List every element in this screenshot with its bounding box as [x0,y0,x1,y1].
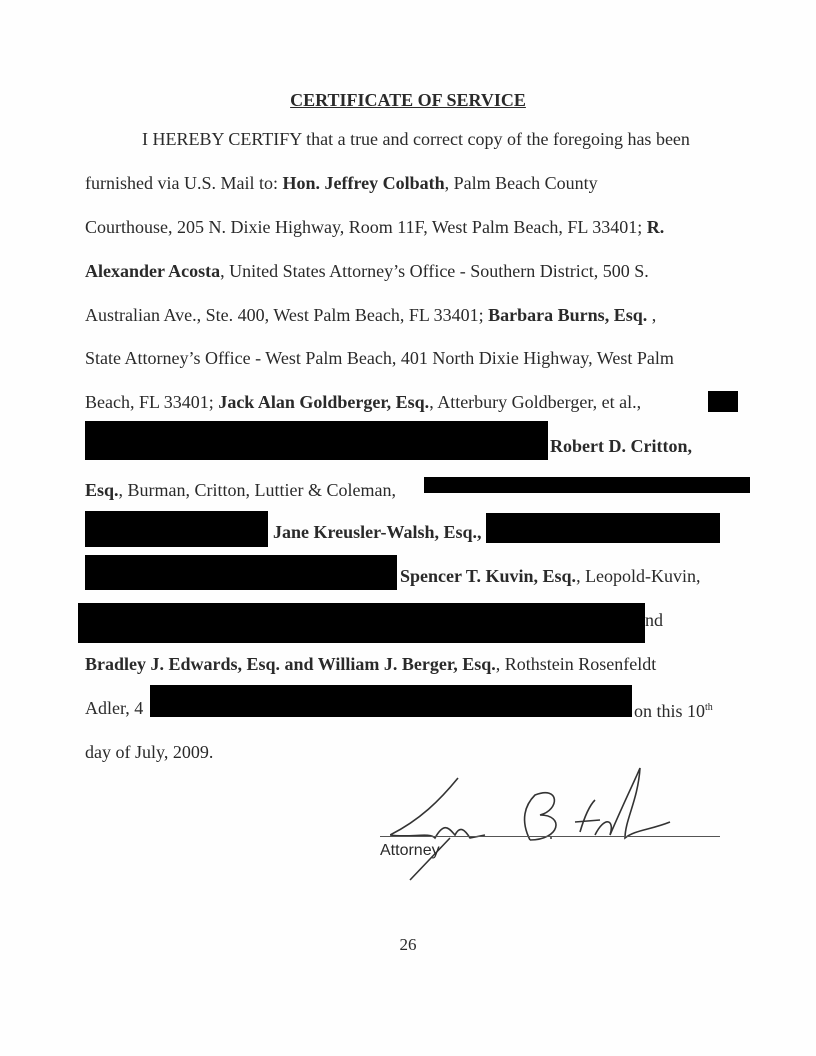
text: , Leopold-Kuvin, [576,566,701,586]
text: Australian Ave., Ste. 400, West Palm Beach, FL 33401; [85,305,489,325]
text-line [550,435,692,457]
text: Courthouse, 205 N. Dixie Highway, Room 11F, West Palm Beach, FL 33401; [85,217,647,237]
text-line [142,128,690,150]
text-line [85,347,674,369]
text-line [85,260,649,282]
recipient-name: Jack Alan Goldberger, Esq. [218,392,430,412]
redaction-box [486,513,720,543]
text: , [647,305,657,325]
text-line [85,172,598,194]
text: I HEREBY CERTIFY that a true and correct copy of the foregoing has been [142,129,690,149]
ordinal-suffix: th [705,702,713,713]
text: nd [645,610,663,630]
text: Adler, 4 [85,698,144,718]
text: furnished via U.S. Mail to: [85,173,283,193]
text: Beach, FL 33401; [85,392,219,412]
recipient-name: Esq. [85,480,119,500]
redaction-box [85,511,268,547]
text-line [85,697,143,719]
text-line [645,609,663,631]
text-line [85,741,213,763]
text-line [85,653,656,675]
text: day of July, 2009. [85,742,214,762]
recipient-name: Spencer T. Kuvin, Esq. [400,566,577,586]
signature-line [380,836,720,837]
page-number: 26 [399,935,417,954]
recipient-name: Robert D. Critton, [550,436,692,456]
text-line [400,565,701,587]
text: State Attorney’s Office - West Palm Beach, 401 North Dixie Highway, West Palm [85,348,674,368]
redaction-box [150,685,632,717]
text-line [85,216,664,238]
text-line [85,304,656,326]
text: , Palm Beach County [444,173,598,193]
redaction-box [85,421,548,460]
text-line [634,697,713,722]
redaction-box [78,603,645,643]
recipient-name: Jane Kreusler-Walsh, Esq., [273,522,482,542]
redaction-box [85,555,397,590]
signature [390,760,710,885]
recipient-name: Bradley J. Edwards, Esq. and William J. Berger, Esq. [85,654,496,674]
recipient-name: R. [646,217,665,237]
text-line [85,479,396,501]
text: on this 10 [634,701,706,721]
text: , Burman, Critton, Luttier & Coleman, [118,480,396,500]
recipient-name: Hon. Jeffrey Colbath [282,173,445,193]
redaction-box [708,391,738,412]
document-title: CERTIFICATE OF SERVICE [290,90,526,110]
text: , Rothstein Rosenfeldt [495,654,657,674]
recipient-name: Barbara Burns, Esq. [488,305,648,325]
redaction-box [424,477,750,493]
text: , United States Attorney’s Office - Southern District, 500 S. [220,261,649,281]
signature-label: Attorney [380,842,440,859]
text-line [85,391,641,413]
text: , Atterbury Goldberger, et al., [429,392,642,412]
text-line [273,521,482,543]
recipient-name: Alexander Acosta [85,261,221,281]
